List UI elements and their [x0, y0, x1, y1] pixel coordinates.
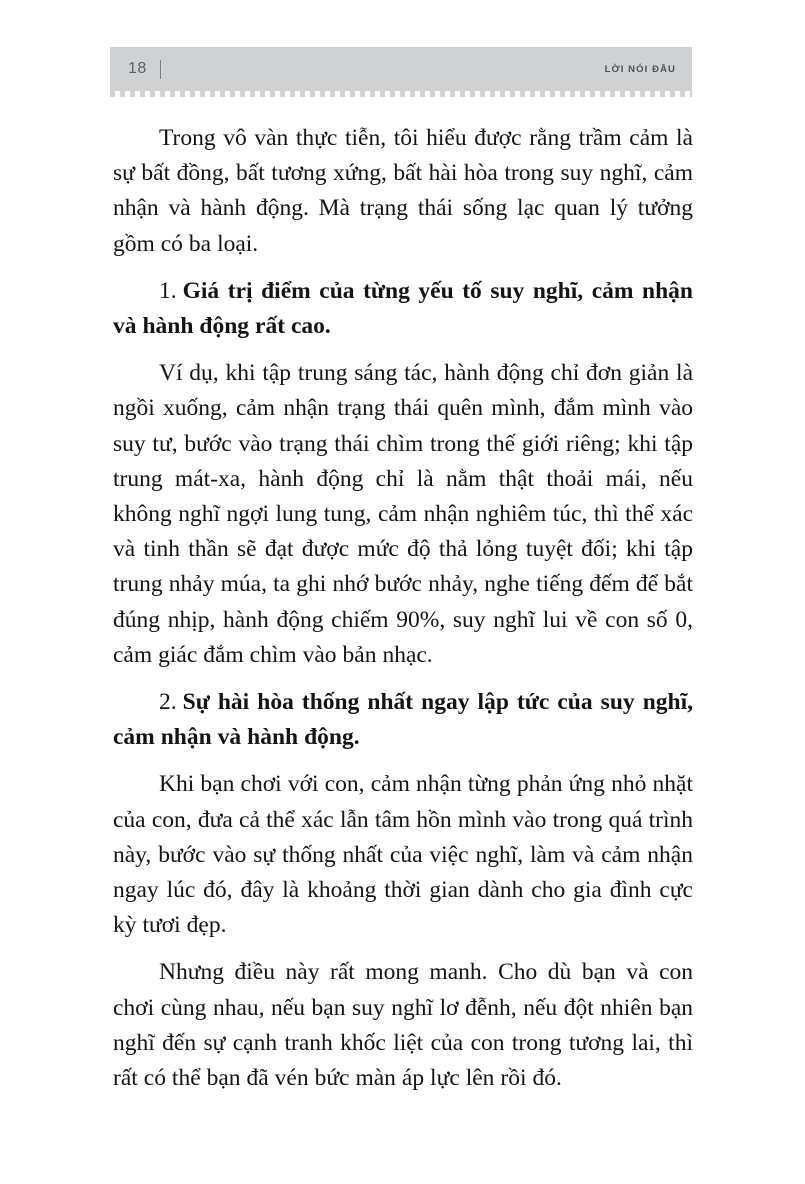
numbered-heading-2 — [113, 685, 693, 755]
list-marker-2: 2. — [159, 689, 177, 716]
numbered-heading-2-text: Sự hài hòa thống nhất ngay lập tức của suy nghĩ, cảm nhận và hành động. — [113, 689, 693, 751]
numbered-heading-1 — [113, 274, 693, 344]
paragraph-example-1: Ví dụ, khi tập trung sáng tác, hành động chỉ đơn giản là ngồi xuống, cảm nhận trạng thái quên mình, đắm mình vào suy tư, bước vào trạng thái chìm trong thế giới riêng; khi tập trung mát-xa, hành động chỉ là nằm thật thoải mái, nếu không nghĩ ngợi lung tung, cảm nhận nghiêm túc, thì thể xác và tinh thần sẽ đạt được mức độ thả lỏng tuyệt đối; khi tập trung nhảy múa, ta ghi nhớ bước nhảy, nghe tiếng đếm để bắt đúng nhịp, hành động chiếm 90%, suy nghĩ lui về con số 0, cảm giác đắm chìm vào bản nhạc. — [113, 360, 693, 668]
running-header — [110, 47, 692, 91]
paragraph-example-2: Khi bạn chơi với con, cảm nhận từng phản ứng nhỏ nhặt của con, đưa cả thể xác lẫn tâm hồn mình vào trong quá trình này, bước vào sự thống nhất của việc nghĩ, làm và cảm nhận ngay lúc đó, đây là khoảng thời gian dành cho gia đình cực kỳ tươi đẹp. — [113, 771, 693, 939]
paragraph-closing: Nhưng điều này rất mong manh. Cho dù bạn và con chơi cùng nhau, nếu bạn suy nghĩ lơ đễnh, nếu đột nhiên bạn nghĩ đến sự cạnh tranh khốc liệt của con trong tương lai, thì rất có thể bạn đã vén bức màn áp lực lên rồi đó. — [113, 959, 693, 1092]
numbered-heading-1-text: Giá trị điểm của từng yếu tố suy nghĩ, cảm nhận và hành động rất cao. — [113, 277, 693, 340]
folio-divider — [160, 60, 161, 79]
list-marker-1: 1. — [159, 277, 177, 304]
paragraph-intro: Trong vô vàn thực tiễn, tôi hiểu được rằng trầm cảm là sự bất đồng, bất tương xứng, bất hài hòa trong suy nghĩ, cảm nhận và hành động. Mà trạng thái sống lạc quan lý tưởng gồm có ba loại. — [113, 125, 693, 257]
running-header-title: LỜI NÓI ĐẦU — [604, 63, 676, 75]
page-number: 18 — [128, 60, 147, 77]
body-text-column — [113, 121, 693, 1096]
